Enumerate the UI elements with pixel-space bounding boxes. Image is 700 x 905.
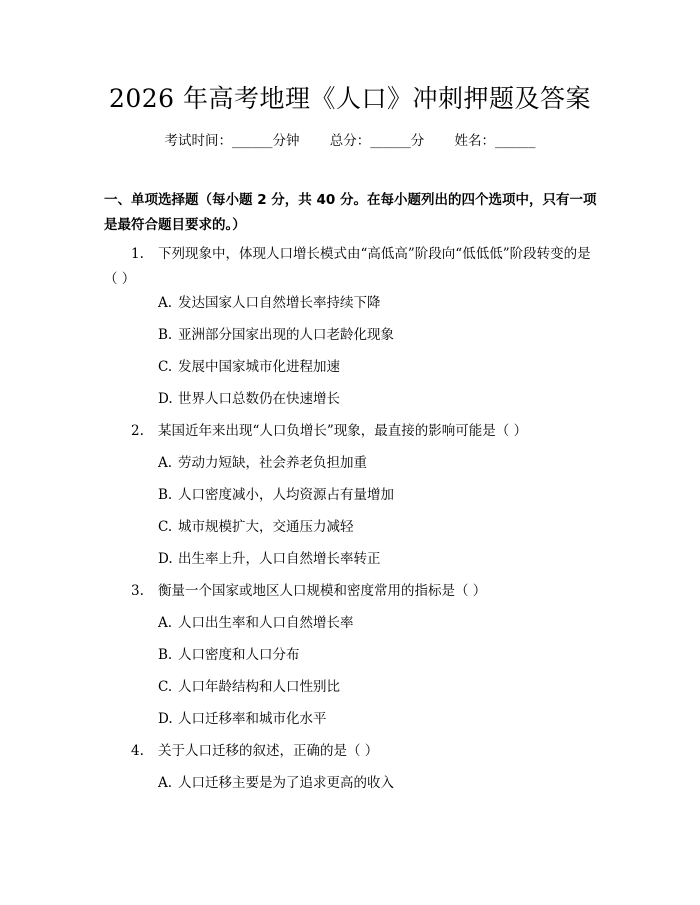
question-text: 下列现象中，体现人口增长模式由“高低高”阶段向“低低低”阶段转变的是（ ） <box>104 246 591 287</box>
option-letter: D. <box>158 551 173 567</box>
score-blank: ______ <box>370 133 411 149</box>
question-4 <box>104 739 604 764</box>
option-text: 发展中国家城市化进程加速 <box>178 359 340 375</box>
question-number: 2. <box>131 423 144 439</box>
question-number: 3. <box>131 583 144 599</box>
option-letter: C. <box>158 679 173 695</box>
question-1 <box>104 242 604 292</box>
time-unit: 分钟 <box>272 133 300 149</box>
option-1a <box>158 292 598 314</box>
question-3 <box>104 579 604 604</box>
option-text: 人口迁移率和城市化水平 <box>178 711 327 727</box>
name-label: 姓名： <box>454 133 496 149</box>
option-1d <box>158 388 598 410</box>
option-letter: A. <box>158 775 173 791</box>
option-letter: B. <box>158 327 173 343</box>
option-4a <box>158 772 598 794</box>
option-3b <box>158 644 598 666</box>
option-2c <box>158 516 598 538</box>
option-text: 人口出生率和人口自然增长率 <box>178 615 354 631</box>
name-blank: ______ <box>495 133 536 149</box>
score-unit: 分 <box>410 133 425 149</box>
option-text: 城市规模扩大，交通压力减轻 <box>178 519 354 535</box>
question-text: 衡量一个国家或地区人口规模和密度常用的指标是（ ） <box>158 583 487 599</box>
option-letter: C. <box>158 359 173 375</box>
question-number: 1. <box>131 246 144 262</box>
option-letter: B. <box>158 487 173 503</box>
option-2b <box>158 484 598 506</box>
question-text: 关于人口迁移的叙述，正确的是（ ） <box>158 743 379 759</box>
option-3a <box>158 612 598 634</box>
option-1c <box>158 356 598 378</box>
option-letter: B. <box>158 647 173 663</box>
section-heading: 一、单项选择题（每小题 2 分，共 40 分。在每小题列出的四个选项中，只有一项是最符合题目要求的。） <box>104 192 597 233</box>
option-3c <box>158 676 598 698</box>
option-text: 劳动力短缺，社会养老负担加重 <box>178 455 367 471</box>
option-text: 发达国家人口自然增长率持续下降 <box>178 295 381 311</box>
option-letter: C. <box>158 519 173 535</box>
option-text: 人口迁移主要是为了追求更高的收入 <box>178 775 394 791</box>
option-text: 人口密度减小，人均资源占有量增加 <box>178 487 394 503</box>
question-2 <box>104 419 604 444</box>
option-letter: A. <box>158 455 173 471</box>
option-text: 亚洲部分国家出现的人口老龄化现象 <box>178 327 394 343</box>
option-2d <box>158 548 598 570</box>
question-number: 4. <box>131 743 144 759</box>
option-text: 人口密度和人口分布 <box>178 647 300 663</box>
time-blank: ______ <box>231 133 273 149</box>
exam-meta-line <box>0 130 700 152</box>
option-text: 人口年龄结构和人口性别比 <box>178 679 340 695</box>
option-letter: D. <box>158 391 173 407</box>
option-text: 出生率上升，人口自然增长率转正 <box>178 551 381 567</box>
question-text: 某国近年来出现“人口负增长”现象，最直接的影响可能是（ ） <box>158 423 528 439</box>
option-letter: D. <box>158 711 173 727</box>
page-title: 2026 年高考地理《人口》冲刺押题及答案 <box>108 84 592 113</box>
option-1b <box>158 324 598 346</box>
time-label: 考试时间： <box>164 133 232 149</box>
option-letter: A. <box>158 615 173 631</box>
option-3d <box>158 708 598 730</box>
option-text: 世界人口总数仍在快速增长 <box>178 391 340 407</box>
score-label: 总分： <box>329 133 371 149</box>
option-letter: A. <box>158 295 173 311</box>
option-2a <box>158 452 598 474</box>
